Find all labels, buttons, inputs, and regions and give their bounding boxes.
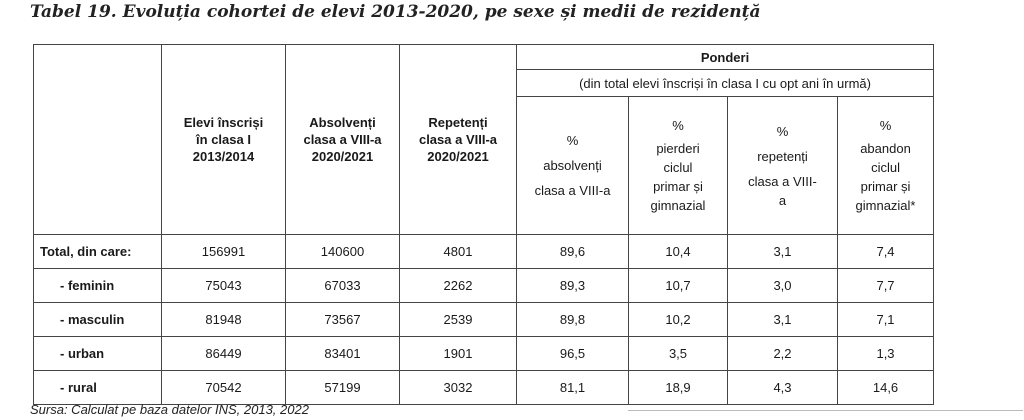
divider <box>628 410 1023 411</box>
cohort-table <box>33 44 934 405</box>
cell-pct-dropout: 7,4 <box>838 235 934 269</box>
cell-enrolled: 156991 <box>162 235 286 269</box>
table-title: Tabel 19. Evoluția cohortei de elevi 2013-2020, pe sexe și medii de rezidență <box>30 2 761 22</box>
cell-enrolled: 70542 <box>162 371 286 405</box>
header-pct-graduates: % absolvenți clasa a VIII-a <box>517 97 629 235</box>
cell-pct-graduates: 81,1 <box>517 371 629 405</box>
cell-pct-graduates: 89,8 <box>517 303 629 337</box>
cell-pct-repeaters: 4,3 <box>728 371 838 405</box>
cell-pct-repeaters: 3,1 <box>728 303 838 337</box>
header-weights: Ponderi <box>517 45 934 70</box>
cell-pct-losses: 3,5 <box>629 337 728 371</box>
cell-repeaters: 2262 <box>400 269 517 303</box>
cell-graduates: 57199 <box>286 371 400 405</box>
cell-graduates: 73567 <box>286 303 400 337</box>
header-pct-losses: % pierderi ciclul primar și gimnazial <box>629 97 728 235</box>
cell-repeaters: 4801 <box>400 235 517 269</box>
cell-pct-dropout: 7,1 <box>838 303 934 337</box>
table-row-female <box>34 269 934 303</box>
row-label: Total, din care: <box>34 235 162 269</box>
cell-enrolled: 86449 <box>162 337 286 371</box>
cell-pct-losses: 18,9 <box>629 371 728 405</box>
cell-pct-losses: 10,7 <box>629 269 728 303</box>
table-row-rural <box>34 371 934 405</box>
header-weights-subtitle: (din total elevi înscriși în clasa I cu opt ani în urmă) <box>517 70 934 97</box>
cell-graduates: 83401 <box>286 337 400 371</box>
cell-pct-graduates: 89,6 <box>517 235 629 269</box>
cell-enrolled: 75043 <box>162 269 286 303</box>
corner-cell <box>34 45 162 235</box>
row-label: - rural <box>34 371 162 405</box>
header-repeaters: Repetenți clasa a VIII-a 2020/2021 <box>400 45 517 235</box>
cell-repeaters: 2539 <box>400 303 517 337</box>
cell-enrolled: 81948 <box>162 303 286 337</box>
table-row-urban <box>34 337 934 371</box>
header-pct-repeaters: % repetenți clasa a VIII- a <box>728 97 838 235</box>
header-enrolled: Elevi înscriși în clasa I 2013/2014 <box>162 45 286 235</box>
cell-pct-repeaters: 2,2 <box>728 337 838 371</box>
cell-repeaters: 1901 <box>400 337 517 371</box>
cell-pct-losses: 10,4 <box>629 235 728 269</box>
table-row-male <box>34 303 934 337</box>
cell-pct-dropout: 1,3 <box>838 337 934 371</box>
cell-pct-losses: 10,2 <box>629 303 728 337</box>
source-note: Sursa: Calculat pe baza datelor INS, 2013, 2022 <box>30 402 309 417</box>
header-pct-dropout: % abandon ciclul primar și gimnazial* <box>838 97 934 235</box>
cell-repeaters: 3032 <box>400 371 517 405</box>
table-row-total <box>34 235 934 269</box>
cell-pct-repeaters: 3,1 <box>728 235 838 269</box>
cell-pct-graduates: 89,3 <box>517 269 629 303</box>
row-label: - urban <box>34 337 162 371</box>
header-graduates: Absolvenți clasa a VIII-a 2020/2021 <box>286 45 400 235</box>
cell-pct-graduates: 96,5 <box>517 337 629 371</box>
cell-pct-repeaters: 3,0 <box>728 269 838 303</box>
cell-graduates: 67033 <box>286 269 400 303</box>
cell-graduates: 140600 <box>286 235 400 269</box>
cell-pct-dropout: 14,6 <box>838 371 934 405</box>
row-label: - masculin <box>34 303 162 337</box>
row-label: - feminin <box>34 269 162 303</box>
cell-pct-dropout: 7,7 <box>838 269 934 303</box>
